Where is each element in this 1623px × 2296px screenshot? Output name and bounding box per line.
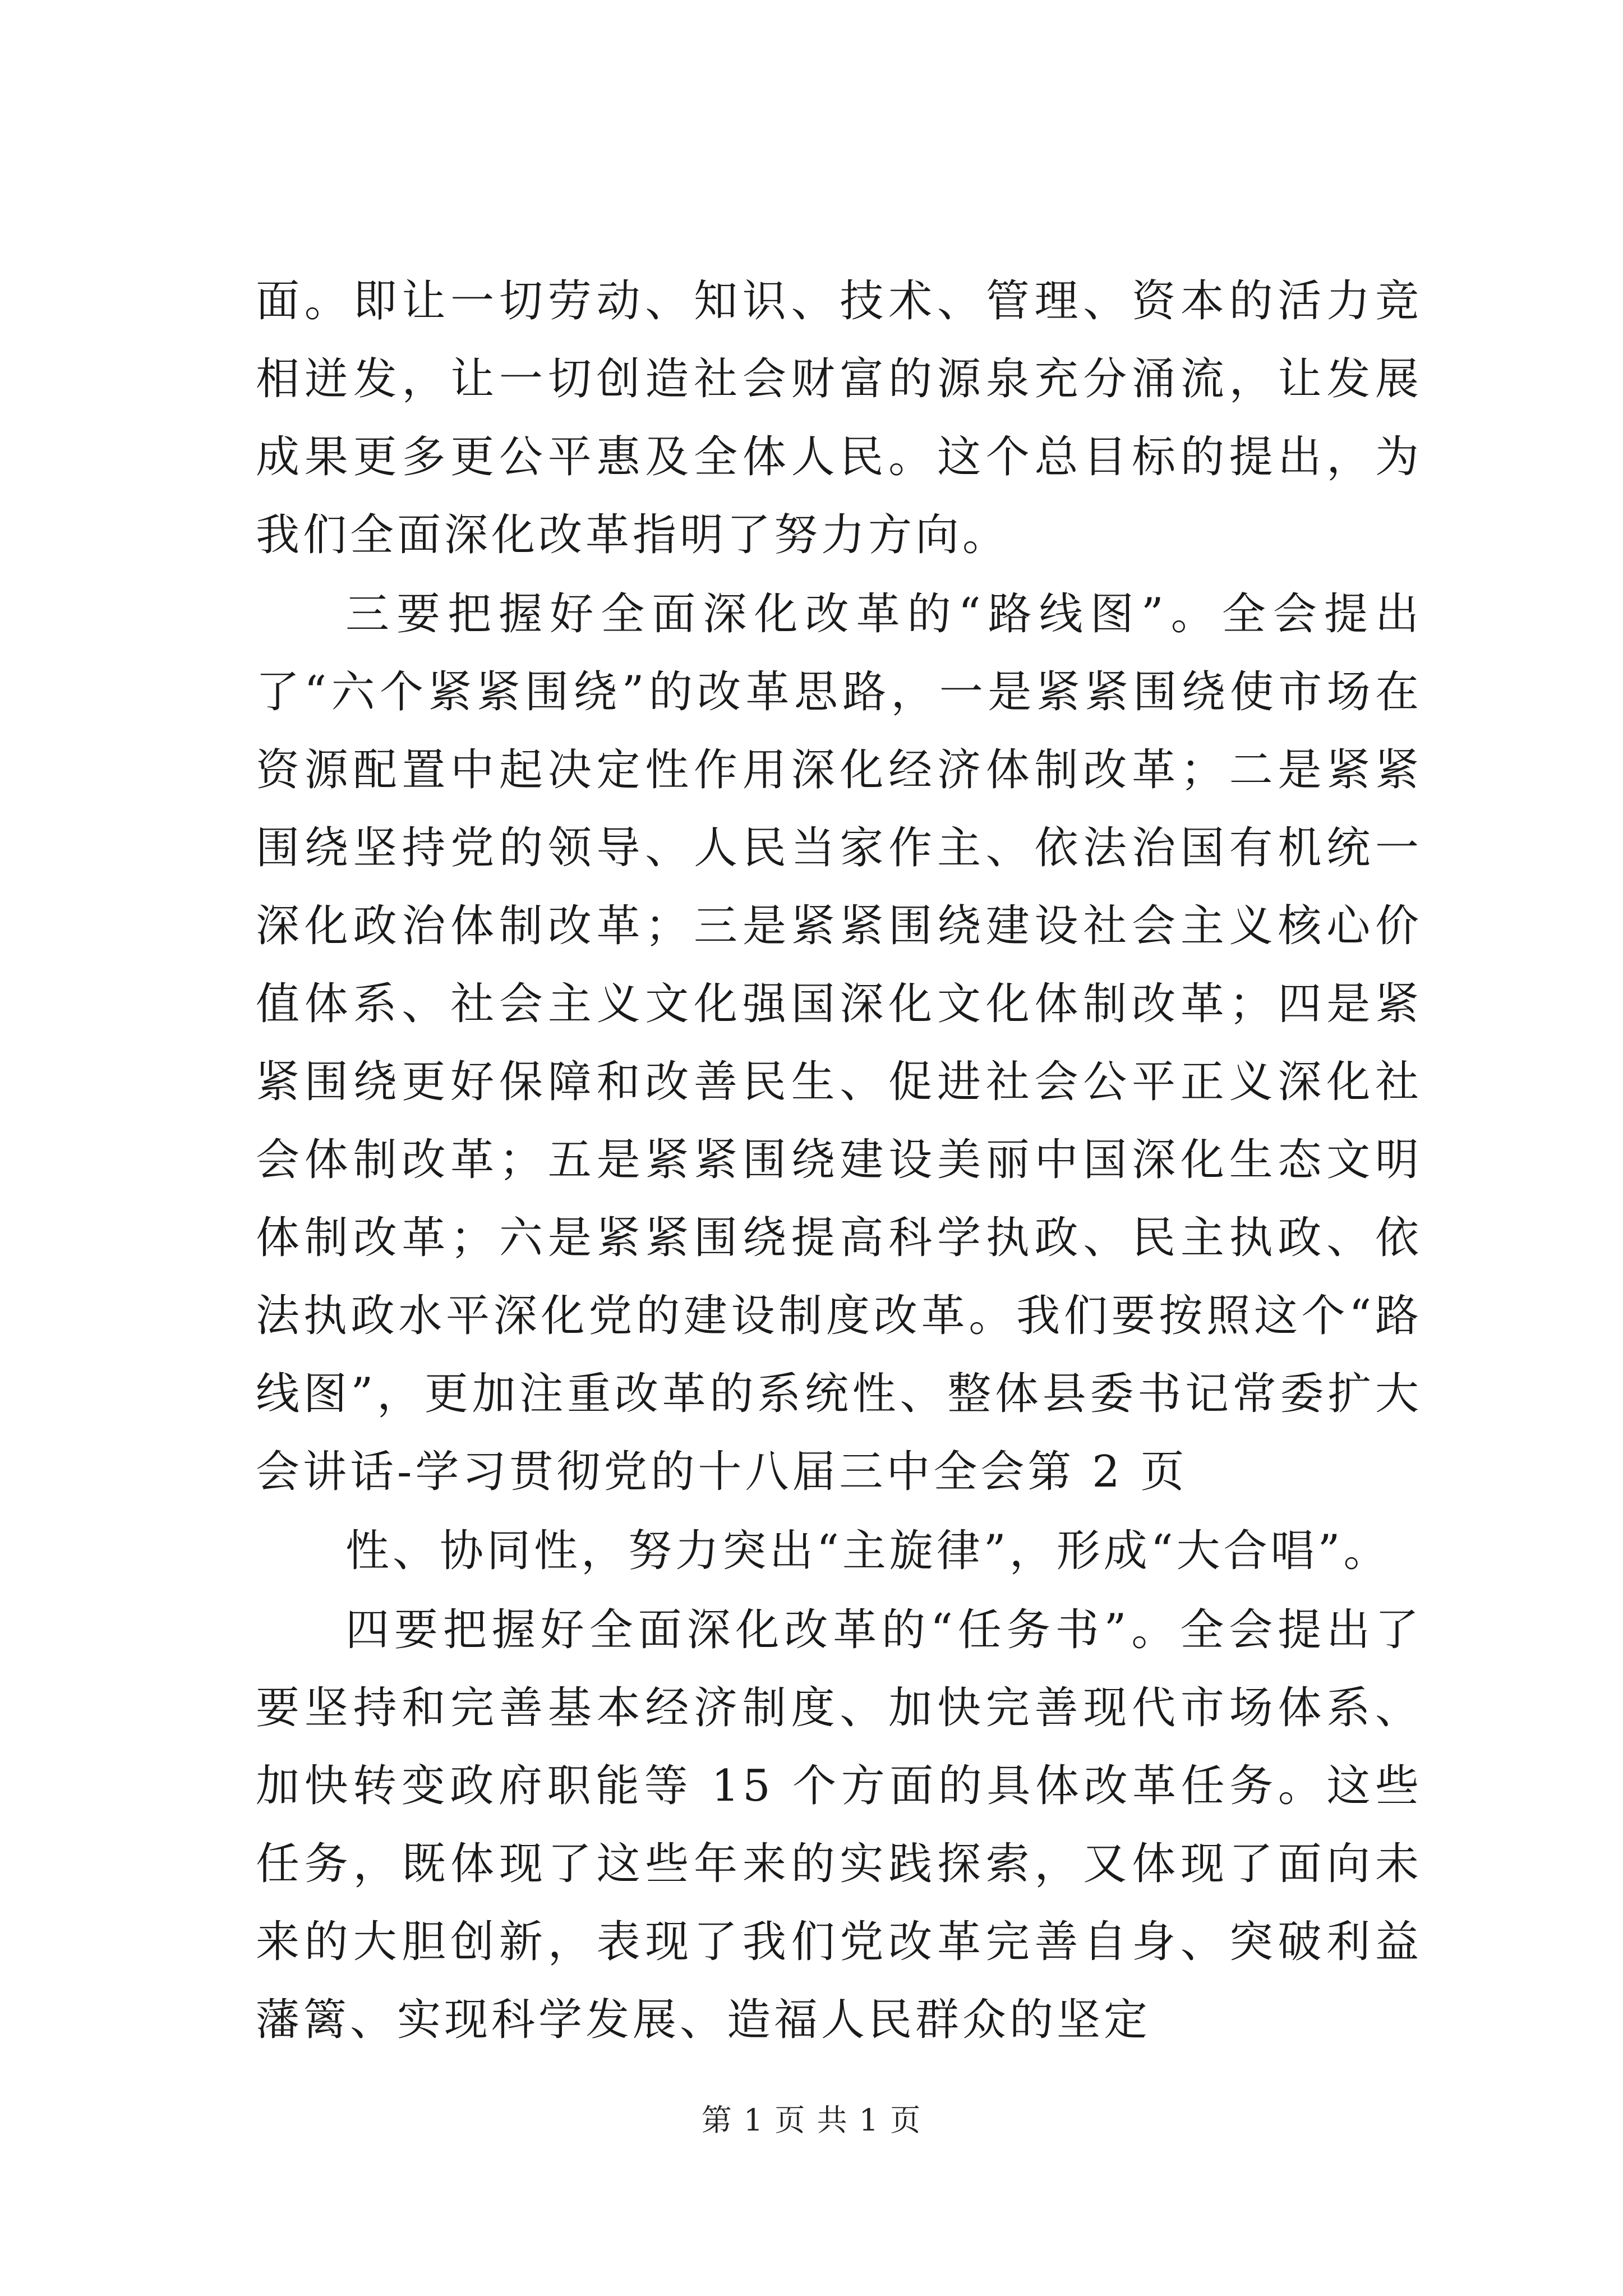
document-body	[256, 263, 1422, 2059]
paragraph-task-book: 四要把握好全面深化改革的“任务书”。全会提出了要坚持和完善基本经济制度、加快完善现代市场体系、加快转变政府职能等 15 个方面的具体改革任务。这些任务，既体现了这些年来的实践探索，又体现了面向未来的大胆创新，表现了我们党改革完善自身、突破利益藩篱、实现科学发展、造福人民群众的坚定	[256, 1605, 1422, 2045]
paragraph-roadmap: 三要把握好全面深化改革的“路线图”。全会提出了“六个紧紧围绕”的改革思路，一是紧紧围绕使市场在资源配置中起决定性作用深化经济体制改革；二是紧紧围绕坚持党的领导、人民当家作主、依法治国有机统一深化政治体制改革；三是紧紧围绕建设社会主义核心价值体系、社会主义文化强国深化文化体制改革；四是紧紧围绕更好保障和改善民生、促进社会公平正义深化社会体制改革；五是紧紧围绕建设美丽中国深化生态文明体制改革；六是紧紧围绕提高科学执政、民主执政、依法执政水平深化党的建设制度改革。我们要按照这个“路线图”，更加注重改革的系统性、整体县委书记常委扩大会讲话-学习贯彻党的十八届三中全会第 2 页	[256, 589, 1422, 1497]
paragraph-continuation: 面。即让一切劳动、知识、技术、管理、资本的活力竞相迸发，让一切创造社会财富的源泉充分涌流，让发展成果更多更公平惠及全体人民。这个总目标的提出，为我们全面深化改革指明了努力方向。	[256, 276, 1422, 560]
paragraph-coordination: 性、协同性，努力突出“主旋律”，形成“大合唱”。	[345, 1526, 1391, 1576]
page-footer: 第 1 页 共 1 页	[701, 2102, 922, 2138]
